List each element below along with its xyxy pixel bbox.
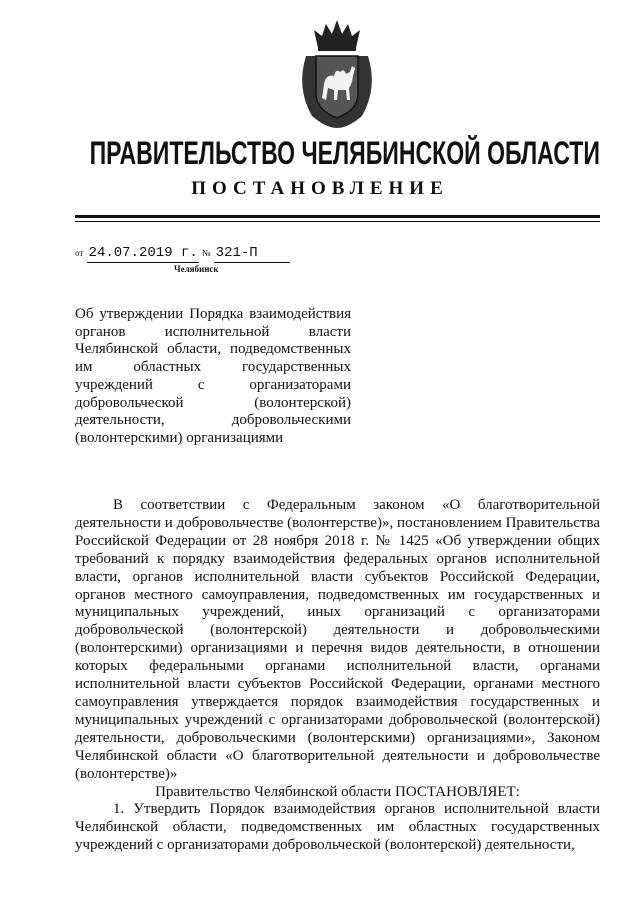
government-title: ПРАВИТЕЛЬСТВО ЧЕЛЯБИНСКОЙ ОБЛАСТИ xyxy=(89,135,600,171)
preamble-paragraph: В соответствии с Федеральным законом «О благотворительной деятельности и добровольчестве (волонтерстве)», постановлением Правительства Российской Федерации от 28 ноября 2018 г. № 1425 «Об утверждении общих требований к порядку взаимодействия федеральных органов исполнительной власти, органов исполнительной власти субъектов Российской Федерации, органов местного самоуправления, подведомственных им государственных и муниципальных учреждений, иных организаций с организаторами добровольческой (волонтерской) деятельности и добровольческими (волонтерскими) организациями и перечня видов деятельности, в отношении которых федеральными органами исполнительной власти, органами исполнительной власти субъектов Российской Федерации, органами местного самоуправления утверждается порядок взаимодействия государственных и муниципальных учреждений с организаторами добровольческой (волонтерской) деятельности, добровольческими (волонтерскими) организациями», Законом Челябинской области «О благотворительной деятельности и добровольчестве (волонтерстве)» xyxy=(75,497,600,782)
document-number: 321-П xyxy=(214,245,290,263)
document-type: ПОСТАНОВЛЕНИЕ xyxy=(191,178,449,199)
header-rule-thick xyxy=(75,215,600,218)
number-label: № xyxy=(201,248,211,258)
document-date: 24.07.2019 г. xyxy=(88,245,198,261)
coat-of-arms-emblem xyxy=(292,18,382,130)
document-subject: Об утверждении Порядка взаимодействия органов исполнительной власти Челябинской области, подведомственных им областных государственных учреждений с организаторами добровольческой (волонтерской) деятельности, добровольческими (волонтерскими) организациями xyxy=(75,306,351,446)
date-label: от xyxy=(75,248,84,258)
resolves-paragraph: Правительство Челябинской области ПОСТАНОВЛЯЕТ: xyxy=(155,783,520,800)
document-body xyxy=(75,497,600,855)
document-meta xyxy=(75,244,290,263)
crown-icon xyxy=(314,20,360,51)
header-rule-thin xyxy=(75,221,600,222)
item-1-paragraph: 1. Утвердить Порядок взаимодействия органов исполнительной власти Челябинской области, подведомственных им областных государственных учреждений с организаторами добровольческой (волонтерской) деятельности, xyxy=(75,801,600,854)
city-label: Челябинск xyxy=(174,264,219,274)
